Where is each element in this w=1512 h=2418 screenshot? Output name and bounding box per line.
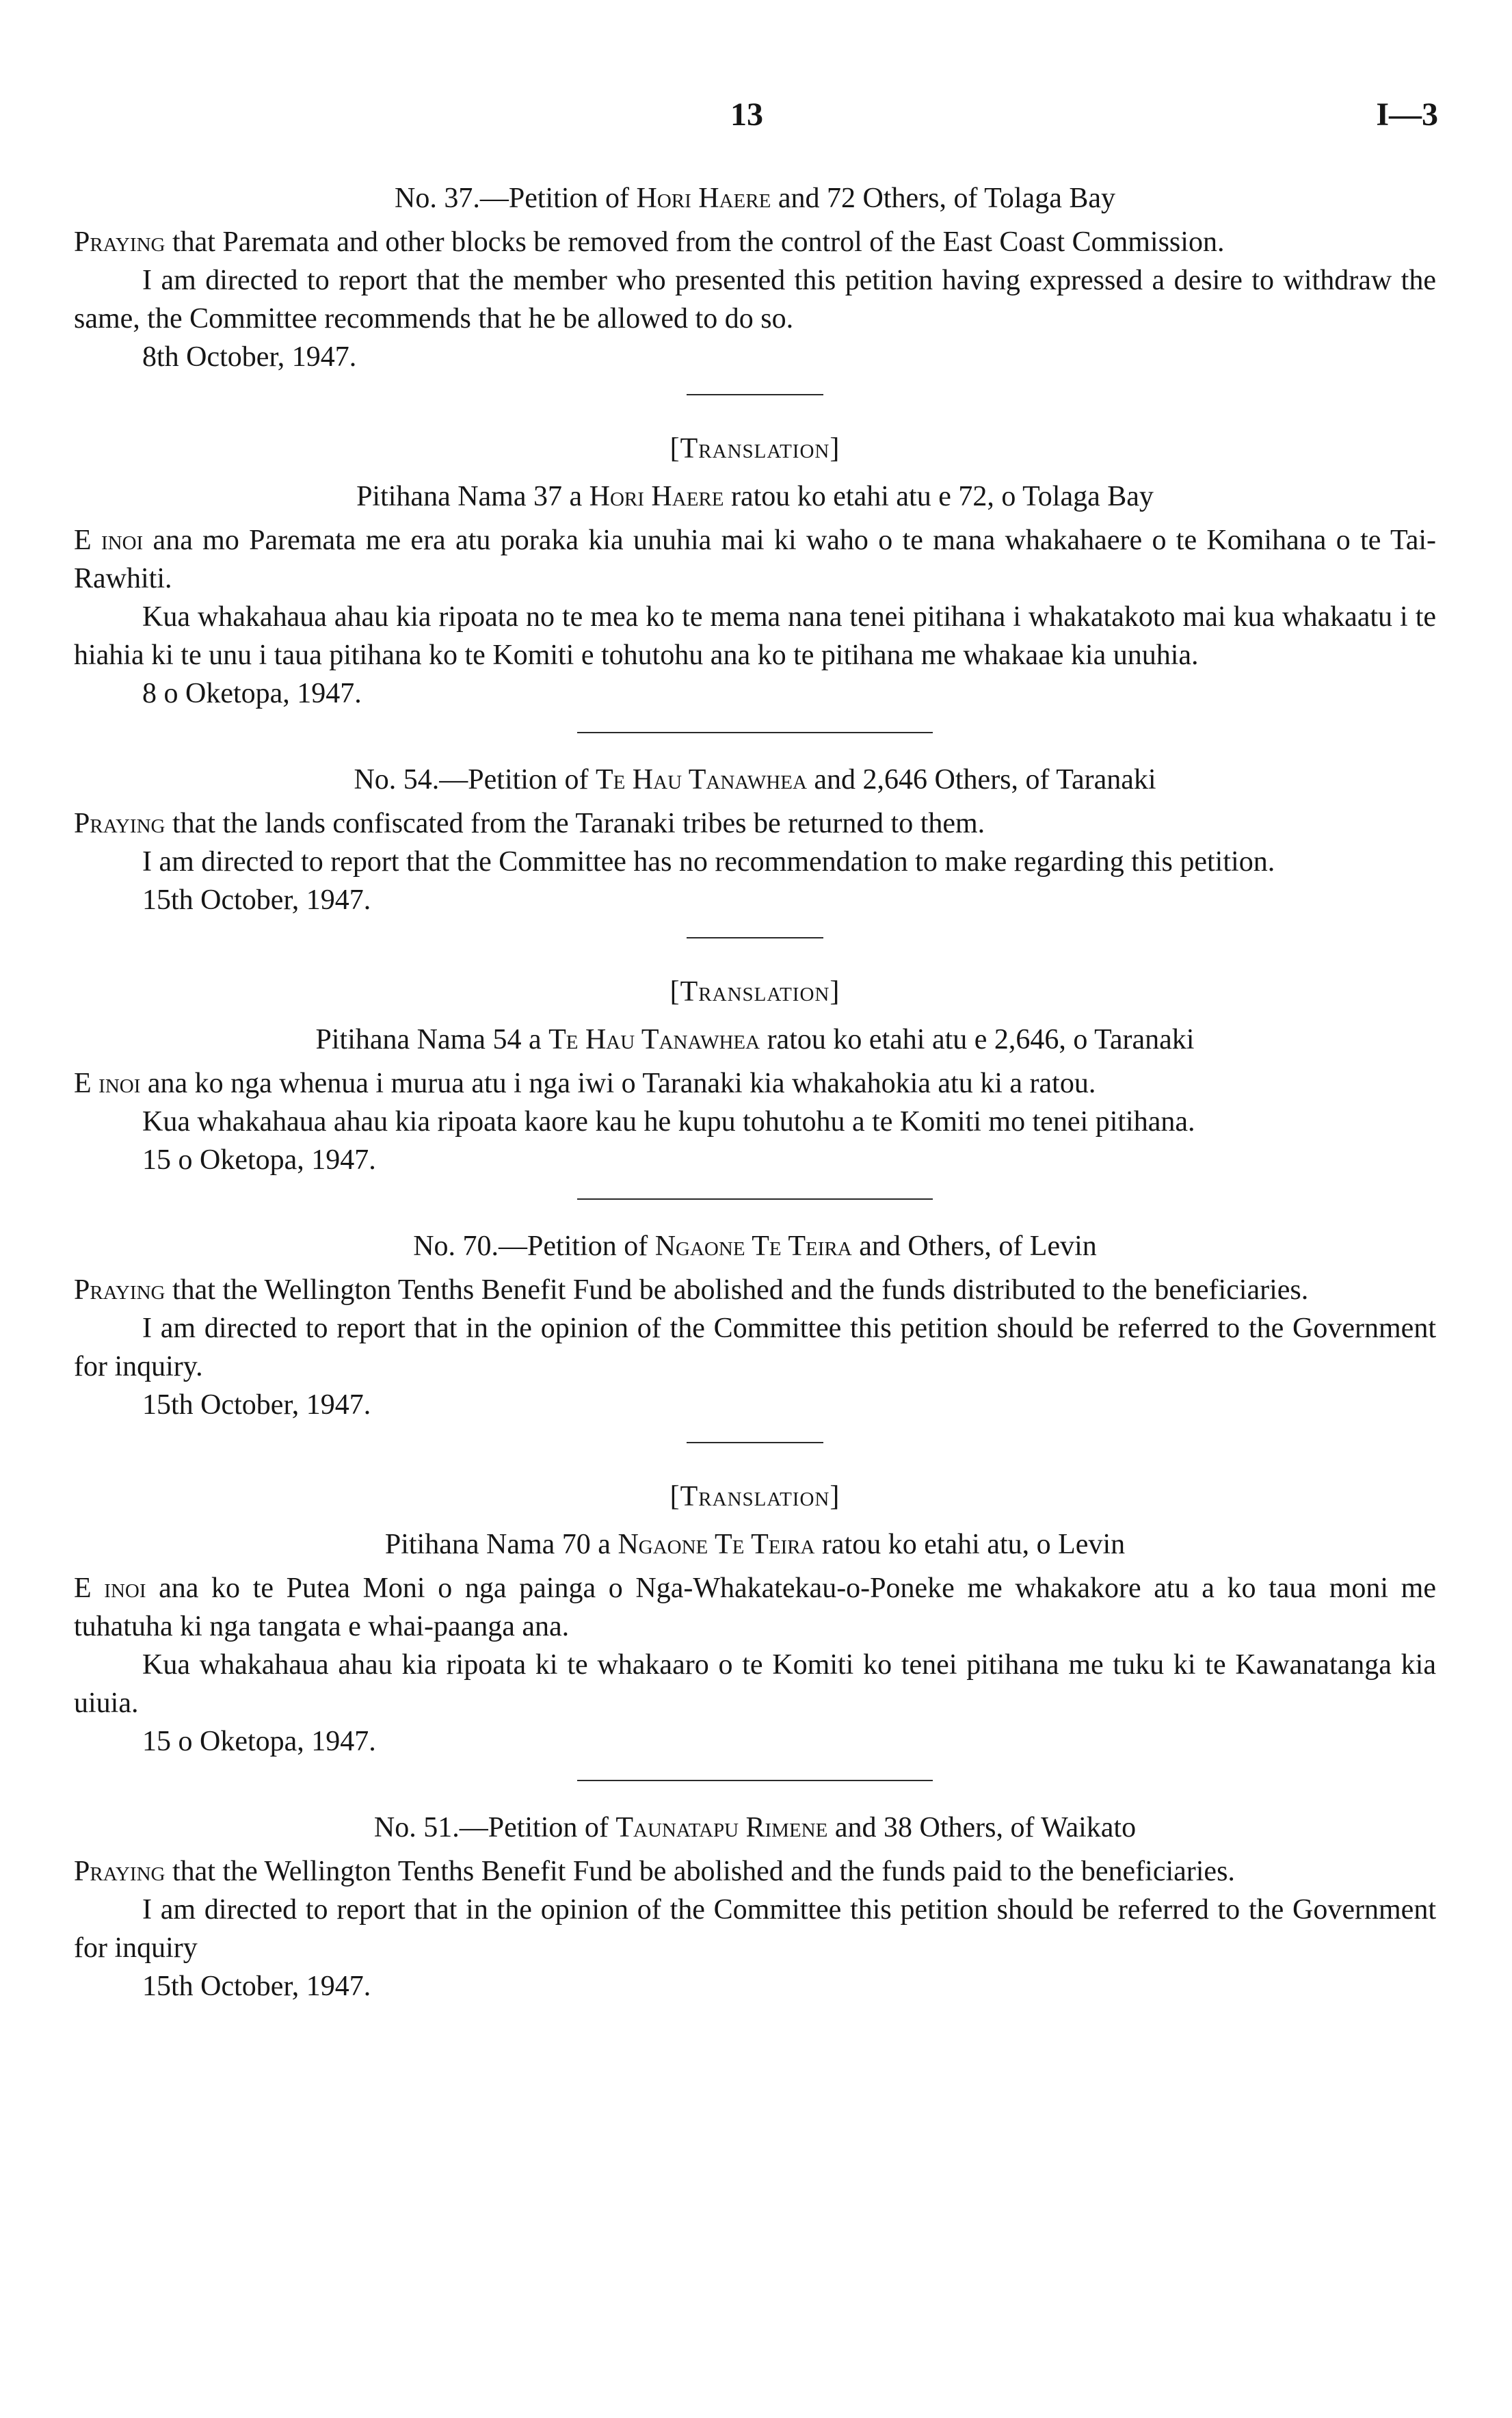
petition-heading (74, 1809, 1436, 1847)
inoi-text: ana ko nga whenua i murua atu i nga iwi o Taranaki kia whakahokia atu ki a ratou. (140, 1068, 1096, 1099)
praying-paragraph (74, 223, 1436, 261)
heading-suffix: and Others, of Levin (851, 1231, 1097, 1262)
petitioner-name: Ngaone Te Teira (654, 1231, 852, 1262)
praying-text: that the Wellington Tenths Benefit Fund be abolished and the funds distributed to the beneficiaries. (165, 1274, 1309, 1306)
petition-no-37 (74, 179, 1436, 733)
heading-suffix: and 2,646 Others, of Taranaki (806, 764, 1156, 796)
petitioner-name: Hori Haere (589, 481, 724, 512)
translation-label: [Translation] (669, 1481, 840, 1512)
heading-prefix: Pitihana Nama 70 a (384, 1529, 618, 1560)
inoi-text: ana ko te Putea Moni o nga painga o Nga-Whakatekau-o-Poneke me whakakore atu a ko taua moni me tuhatuha ki nga tangata e whai-paanga ana. (74, 1573, 1436, 1642)
translation-date: 15 o Oketopa, 1947. (142, 1144, 376, 1176)
translation-heading (74, 1021, 1436, 1059)
heading-suffix: and 38 Others, of Waikato (827, 1812, 1137, 1843)
document-reference: I—3 (1376, 96, 1438, 133)
translation-heading (74, 477, 1436, 516)
inoi-word: E inoi (74, 1068, 141, 1099)
heading-prefix: No. 70.—Petition of (413, 1231, 655, 1262)
report-date: 15th October, 1947. (142, 1389, 371, 1421)
inoi-paragraph (74, 1569, 1436, 1646)
praying-paragraph (74, 804, 1436, 843)
petition-no-70 (74, 1227, 1436, 1781)
translation-heading (74, 1525, 1436, 1564)
divider (687, 394, 823, 395)
petition-heading (74, 761, 1436, 799)
page-header (0, 96, 1512, 137)
praying-text: that the lands confiscated from the Taranaki tribes be returned to them. (165, 808, 985, 839)
petition-no-54 (74, 761, 1436, 1200)
section-divider (577, 1198, 933, 1200)
report-paragraph: I am directed to report that the Committee has no recommendation to make regarding this petition. (142, 846, 1275, 878)
report-date: 15th October, 1947. (142, 1971, 371, 2002)
section-divider (577, 1780, 933, 1781)
translation-date: 8 o Oketopa, 1947. (142, 678, 362, 709)
petition-heading (74, 1227, 1436, 1265)
petition-no-51 (74, 1809, 1436, 2006)
petitions-body (74, 179, 1436, 2006)
report-paragraph: I am directed to report that in the opinion of the Committee this petition should be referred to the Government for inquiry. (74, 1313, 1436, 1382)
praying-paragraph (74, 1852, 1436, 1891)
translation-report-paragraph: Kua whakahaua ahau kia ripoata no te mea ko te mema nana tenei pitihana i whakatakoto mai kua whakaatu i te hiahia ki te unu i taua pitihana ko te Komiti e tohutohu ana ko te pitihana me whakaae kia unuhia. (74, 601, 1436, 671)
heading-suffix: ratou ko etahi atu e 2,646, o Taranaki (760, 1024, 1195, 1055)
petitioner-name: Taunatapu Rimene (615, 1812, 828, 1843)
heading-prefix: Pitihana Nama 54 a (315, 1024, 549, 1055)
divider (687, 1442, 823, 1443)
praying-word: Praying (74, 1274, 165, 1306)
inoi-paragraph (74, 521, 1436, 598)
inoi-paragraph (74, 1064, 1436, 1103)
heading-prefix: Pitihana Nama 37 a (356, 481, 589, 512)
report-paragraph: I am directed to report that in the opinion of the Committee this petition should be referred to the Government for inquiry (74, 1894, 1436, 1964)
report-date: 8th October, 1947. (142, 341, 357, 373)
inoi-word: E inoi (74, 1573, 146, 1604)
section-divider (577, 732, 933, 733)
heading-suffix: ratou ko etahi atu, o Levin (814, 1529, 1126, 1560)
inoi-word: E inoi (74, 525, 144, 556)
petitioner-name: Ngaone Te Teira (618, 1529, 815, 1560)
praying-paragraph (74, 1271, 1436, 1309)
praying-text: that the Wellington Tenths Benefit Fund be abolished and the funds paid to the beneficiaries. (165, 1856, 1235, 1887)
divider (687, 937, 823, 938)
translation-report-paragraph: Kua whakahaua ahau kia ripoata kaore kau he kupu tohutohu a te Komiti mo tenei pitihana. (142, 1106, 1195, 1138)
praying-word: Praying (74, 1856, 165, 1887)
inoi-text: ana mo Paremata me era atu poraka kia unuhia mai ki waho o te mana whakahaere o te Komihana o te Tai-Rawhiti. (74, 525, 1436, 594)
page-number: 13 (730, 96, 763, 133)
translation-report-paragraph: Kua whakahaua ahau kia ripoata ki te whakaaro o te Komiti ko tenei pitihana me tuku ki te Kawanatanga kia uiuia. (74, 1649, 1436, 1719)
translation-date: 15 o Oketopa, 1947. (142, 1726, 376, 1757)
translation-label: [Translation] (669, 976, 840, 1008)
translation-label: [Translation] (669, 433, 840, 464)
petitioner-name: Te Hau Tanawhea (548, 1024, 760, 1055)
report-date: 15th October, 1947. (142, 884, 371, 916)
heading-prefix: No. 37.—Petition of (395, 183, 637, 214)
heading-suffix: and 72 Others, of Tolaga Bay (771, 183, 1115, 214)
praying-word: Praying (74, 808, 165, 839)
praying-text: that Paremata and other blocks be removed from the control of the East Coast Commission. (165, 226, 1225, 258)
heading-suffix: ratou ko etahi atu e 72, o Tolaga Bay (724, 481, 1154, 512)
petition-heading (74, 179, 1436, 218)
praying-word: Praying (74, 226, 165, 258)
heading-prefix: No. 54.—Petition of (354, 764, 596, 796)
heading-prefix: No. 51.—Petition of (373, 1812, 616, 1843)
petitioner-name: Te Hau Tanawhea (595, 764, 807, 796)
petitioner-name: Hori Haere (636, 183, 771, 214)
report-paragraph: I am directed to report that the member who presented this petition having expressed a desire to withdraw the same, the Committee recommends that he be allowed to do so. (74, 265, 1436, 334)
